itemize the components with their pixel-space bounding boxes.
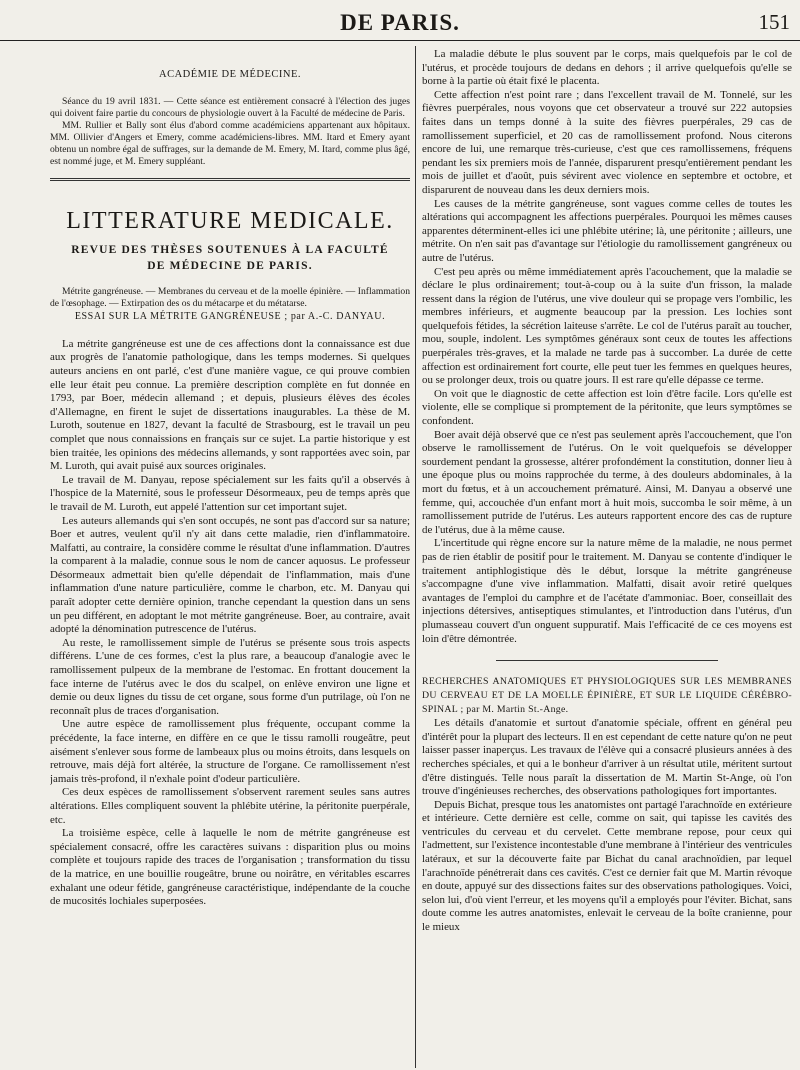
body-paragraph: Les causes de la métrite gangréneuse, sont vagues comme celles de toutes les altérations qui accompagnent les affections puerpérales. Pourquoi les mêmes causes apparentes déterminent-elles ici une phlébite utérine; là, une péritonite ; ailleurs, une métrite. On n'en sait pas d'avantage sur l'étiologie du ramollissement gangréneux ou autre de l'utérus.	[422, 197, 792, 264]
section-title: LITTERATURE MEDICALE.	[66, 207, 394, 234]
section-rule	[50, 178, 410, 183]
section-rule	[496, 660, 718, 661]
body-paragraph: Les détails d'anatomie et surtout d'anatomie spéciale, offrent en général peu d'intérêt pour la plupart des lecteurs. Il en est cependant de cette nature qu'on ne peut laisser passer inaperçus. Les travaux de l'élève qui a consacré plusieurs années à des recherches spéciales, et qui a le bonheur d'arriver à un résultat utile, méritent surtout d'être distingués. Telle nous paraît la dissertation de M. Martin St-Ange, où l'on trouve d'ingénieuses recherches, des observations pathologiques fort importantes.	[422, 717, 792, 798]
article-heading: ESSAI SUR LA MÉTRITE GANGRÉNEUSE ; par A.-C. DANYAU.	[74, 311, 386, 323]
revue-heading-line: REVUE DES THÈSES SOUTENUES À LA FACULTÉ	[71, 244, 389, 257]
body-paragraph: Ces deux espèces de ramollissement s'observent rarement seules sans autres altérations. Elles compliquent souvent la phlébite utérine, la péritonite puerpérale, etc.	[50, 786, 410, 826]
topics-summary: Métrite gangréneuse. — Membranes du cerveau et de la moelle épinière. — Inflammation de l'œsophage. — Extirpation des os du métacarpe et du métatarse.	[50, 286, 410, 310]
body-paragraph: Une autre espèce de ramollissement plus fréquente, occupant comme la précédente, la face interne, en diffère en ce que le tissu ramolli rougeâtre, peut aisément s'enlever sous forme de lambeaux plus ou moins étroits, dans lesquels on retrouve, mais déjà fort altérée, la structure de l'organe. Ce ramollissement n'est jamais très-profond, il n'exhale point d'odeur particulière.	[50, 718, 410, 785]
right-column	[422, 48, 792, 1066]
body-paragraph: La maladie débute le plus souvent par le corps, mais quelquefois par le col de l'utérus, et procède toujours de dedans en dehors ; il arrive quelquefois qu'elle se borne à la partie où était fixé le placenta.	[422, 48, 792, 88]
body-paragraph: La métrite gangréneuse est une de ces affections dont la connaissance est due aux progrès de l'anatomie pathologique, dans les temps modernes. Si quelques auteurs anciens en ont parlé, c'est d'une manière vague, ce qui prouve combien elle leur était peu connue. La première description complète en fut donnée en 1793, par Boer, médecin allemand ; et depuis, plusieurs élèves des écoles d'Allemagne, en firent le sujet de dissertations inaugurables. La thèse de M. Luroth, soutenue en 1827, devant la faculté de Strasbourg, est le travail un peu complet que nous connaissions en français sur ce sujet. La partie historique y est bien traitée, les opinions des médecins allemands, y sont rapportées avec soin, par M. Luroth, qui avait puisé aux sources originales.	[50, 337, 410, 473]
body-paragraph: Depuis Bichat, presque tous les anatomistes ont partagé l'arachnoïde en extérieure et intérieure. Cette dernière est celle, comme on sait, qui tapisse les cavités des ventricules du cerveau et du cervelet. Cette membrane repose, pour ceux qui l'admettent, sur l'existence incontestable d'une membrane à l'intérieur des ventricules latéraux, et sur la découverte faite par Bichat du canal arachnoïdien, par lequel l'arachnoïde pénétrerait dans ces cavités. C'est ce dernier fait que M. Martin révoque en doute, appuyé sur des dissections faites sur des observations pathologiques. Voici, selon lui, d'où vient l'erreur, et les moyens qu'il a employés pour l'éviter. Bichat, sans doute comme les autres anatomistes, enlevait le cerveau de la boîte cranienne, pour le mieux	[422, 798, 792, 934]
body-paragraph: On voit que le diagnostic de cette affection est loin d'être facile. Lors qu'elle est violente, elle se complique si promptement de la péritonite, que leurs symptômes se confondent.	[422, 387, 792, 428]
academie-paragraph: Séance du 19 avril 1831. — Cette séance est entièrement consacré à l'élection des juges qui doivent faire partie du concours de physiologie ouvert à la Faculté de médecine de Paris.	[50, 95, 410, 119]
body-paragraph: Le travail de M. Danyau, repose spécialement sur les faits qu'il a observés à l'hospice de la Maternité, sous le professeur Désormeaux, peu de temps après que le travail de M. Luroth, eut appelé l'attention sur cet important sujet.	[50, 473, 410, 513]
left-column	[50, 48, 410, 1066]
column-divider	[415, 46, 416, 1068]
body-paragraph: Les auteurs allemands qui s'en sont occupés, ne sont pas d'accord sur sa nature; Boer et autres, veulent qu'il n'y ait dans cette maladie, rien d'inflammatoire. Malfatti, au contraire, la considère comme le résultat d'une inflammation. D'autres la comparent à la maladie, connue sous le nom de cancer aquosus. Le professeur Désormeaux admettait bien qu'elle dépendait de l'inflammation, mais d'une inflammation d'une nature particulière, comme le charbon, etc. M. Danyau qui paraît adopter cette dernière opinion, tranche cependant la question dans un sens un peu différent, en adoptant le mot métrite gangréneuse. Boer, au contraire, avait adopté la dénomination putrescence de l'utérus.	[50, 514, 410, 636]
body-paragraph: L'incertitude qui règne encore sur la nature même de la maladie, ne nous permet pas de rien établir de positif pour le traitement. M. Danyau se contente d'indiquer le traitement antiphlogistique dès le début, lorsque la métrite gangréneuse s'accompagne d'une vive inflammation. Malfatti, disait avoir retiré quelques avantages de l'emploi du camphre et de l'acétate d'ammoniac. Boer, conseillait des injections détersives, antiseptiques stimulantes, et l'introduction dans l'utérus, d'un plumasseau couvert d'un onguent suppuratif. Mais l'efficacité de ce ces moyens est loin d'être démontrée.	[422, 537, 792, 645]
body-paragraph: La troisième espèce, celle à laquelle le nom de métrite gangréneuse est spécialement consacré, offre les caractères suivans : disparition plus ou moins complète et toujours rapide des traces de l'organisation ; transformation du tissu de la matrice, en une bouillie rougeâtre, brune ou noirâtre, en véritables escarres exhalant une odeur fétide, gangréneuse caractéristique, indépendante de la couche de mucosités lochiales superposées.	[50, 827, 410, 908]
academie-heading: ACADÉMIE DE MÉDECINE.	[158, 69, 302, 80]
academie-paragraph: MM. Rullier et Bally sont élus d'abord comme académiciens appartenant aux hôpitaux. MM. Ollivier d'Angers et Emery, comme académiciens-libres. MM. Itard et Emery ayant obtenu un nombre égal de suffrages, sur la demande de M. Emery, M. Itard, comme plus âgé, est nommé juge, et M. Emery suppléant.	[50, 119, 410, 167]
page-header	[0, 0, 800, 41]
body-paragraph: C'est peu après ou même immédiatement après l'acouchement, que la maladie se déclare le plus ordinairement; tout-à-coup ou à la suite d'un frisson, la malade ressent dans la région de l'utérus, une vive douleur qui se propage vers l'ombilic, les membres inférieurs, et augmente beaucoup par la pression. Les lochies sont quelquefois fétides, la sécrétion laiteuse s'arrête. Le col de l'utérus paraît au toucher, mou, souple, indolent. Les symptômes généraux sont ceux de toutes les affections puerpérales très-graves, et la malade ne tarde pas à succomber. La durée de cette affection est ordinairement fort courte, elle peut tuer les femmes en quelques heures, ou se prolonger deux, trois ou quatre jours. Il est rare qu'elle dépasse ce terme.	[422, 265, 792, 387]
body-paragraph: Cette affection n'est point rare ; dans l'excellent travail de M. Tonnelé, sur les fièvres puerpérales, nous voyons que cet observateur a trouvé sur 222 autopsies faites dans un temps donné à la suite des fièvres puerpérales, 29 cas de ramollissement superficiel, et 20 cas de ramollissement profond. Nous citerons encore de lui, une remarque très-curieuse, c'est que ces ramollissemens, fréquens pendant les six premiers mois de l'année, disparurent presqu'entièrement pendant les mois de juillet et d'août, puis sévirent avec violence en septembre et octobre, et disparurent de nouveau dans les deux derniers mois.	[422, 88, 792, 196]
body-paragraph: Boer avait déjà observé que ce n'est pas seulement après l'accouchement, que l'on observe le ramollissement de l'utérus. On le voit quelquefois se développer sourdement pendant la grossesse, altérer profondément la constitution, donner lieu à une époque plus ou moins rapprochée du terme, à des douleurs abdominales, à la mort du fœtus, et à un accouchement prématuré. Ainsi, M. Danyau a observé une femme, qui, accouchée d'un enfant mort à huit mois, succomba le soir même, à un ramollissement putride de l'utérus. Les auteurs rapportent encore des cas de rupture de l'utérus, due à la même cause.	[422, 428, 792, 536]
article-heading: RECHERCHES ANATOMIQUES ET PHYSIOLOGIQUES SUR LES MEMBRANES DU CERVEAU ET DE LA MOELLE ÉPINIÈRE, ET SUR LE LIQUIDE CÉRÉBRO-SPINAL ; par M. Martin St.-Ange.	[422, 676, 792, 716]
revue-heading	[50, 242, 410, 274]
revue-heading-line: DE MÉDECINE DE PARIS.	[147, 260, 313, 273]
page-number: 151	[758, 10, 790, 34]
body-paragraph: Au reste, le ramollissement simple de l'utérus se présente sous trois aspects différens. L'une de ces formes, c'est la plus rare, a beaucoup d'analogie avec le ramollissement pulpeux de la membrane de l'estomac. En frottant doucement la face interne de l'utérus avec le dos du scalpel, on enlève environ une ligne et demie ou deux lignes du tissu de cet organe, sous forme d'un putrilage, où l'on ne reconnaît plus de traces d'organisation.	[50, 636, 410, 717]
running-title: DE PARIS.	[340, 10, 460, 35]
